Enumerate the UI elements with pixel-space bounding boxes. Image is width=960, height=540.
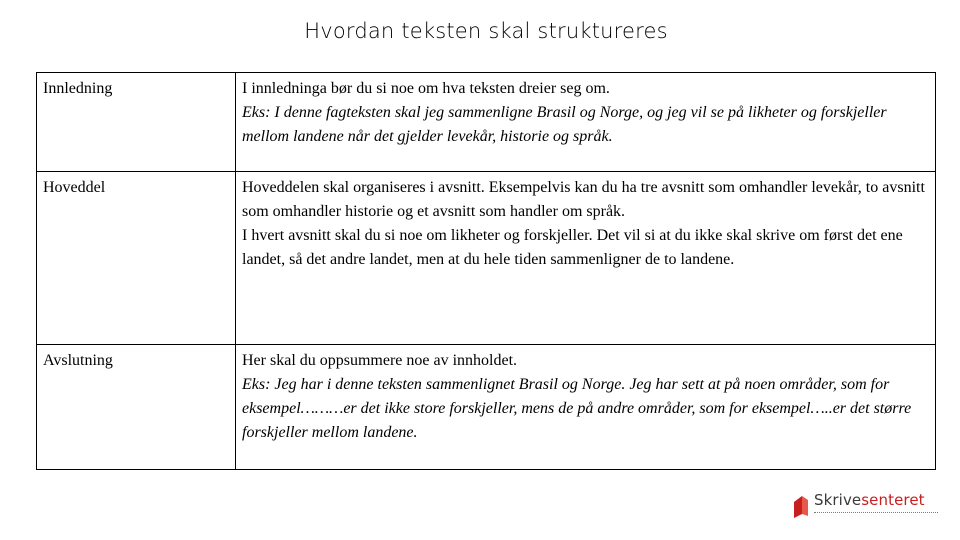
skrivesenteret-logo: [792, 491, 942, 522]
row-main-text: I innledninga bør du si noe om hva teksten dreier seg om.: [242, 80, 610, 97]
table-row-avslutning: [37, 345, 936, 470]
logo-tagline-line: [814, 512, 938, 516]
logo-text-part1: Skrive: [814, 491, 862, 509]
structure-table: [36, 72, 936, 470]
row-example-text: Eks: I denne fagteksten skal jeg sammenligne Brasil og Norge, og jeg vil se på likheter og forskjeller mellom landene når det gjelder levekår, historie og språk.: [242, 104, 887, 145]
logo-mark-icon: [792, 494, 810, 520]
row-content: [236, 345, 936, 470]
slide-title: Hvordan teksten skal struktureres: [304, 19, 668, 43]
row-content: [236, 73, 936, 172]
logo-text: [814, 491, 925, 509]
row-example-text: Eks: Jeg har i denne teksten sammenlignet Brasil og Norge. Jeg har sett at på noen områder, som for eksempel………er det ikke store forskjeller, mens de på andre områder, som for eksempel…..er det større forskjeller mellom landene.: [242, 376, 912, 441]
table-row-hoveddel: [37, 172, 936, 345]
row-extra-text: I hvert avsnitt skal du si noe om likheter og forskjeller. Det vil si at du ikke skal skrive om først det ene landet, så det andre landet, men at du hele tiden sammenligner de to landene.: [242, 227, 903, 268]
logo-text-part2: senteret: [861, 491, 925, 509]
row-label: Avslutning: [37, 345, 236, 470]
row-content: [236, 172, 936, 345]
row-main-text: Her skal du oppsummere noe av innholdet.: [242, 352, 518, 369]
row-label: Hoveddel: [37, 172, 236, 345]
row-label: Innledning: [37, 73, 236, 172]
table-row-innledning: [37, 73, 936, 172]
row-main-text: Hoveddelen skal organiseres i avsnitt. Eksempelvis kan du ha tre avsnitt som omhandler levekår, to avsnitt som omhandler historie og et avsnitt som handler om språk.: [242, 179, 925, 220]
